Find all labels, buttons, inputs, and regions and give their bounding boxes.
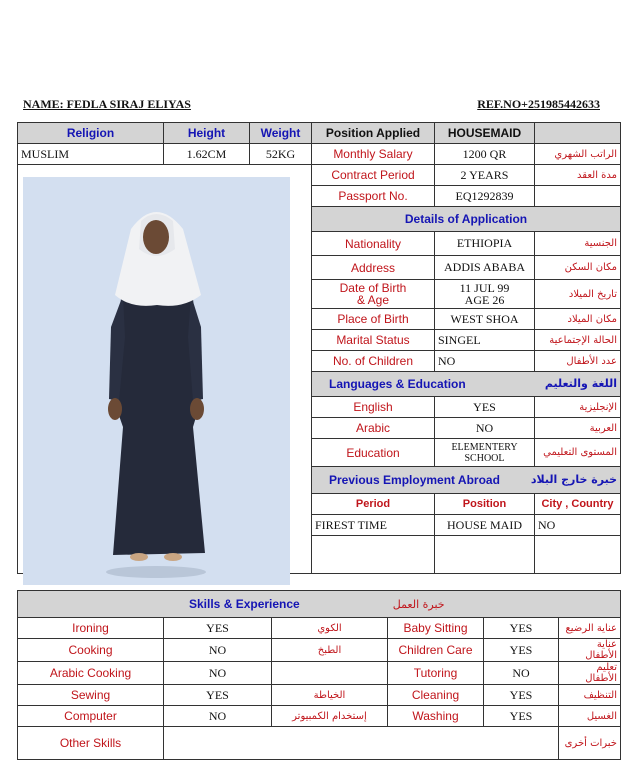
- ironing-label: Ironing: [18, 618, 164, 639]
- tutoring-value: NO: [484, 662, 559, 685]
- education-label: Education: [312, 439, 435, 467]
- arabic-cooking-arabic: [272, 662, 388, 685]
- place-of-birth-arabic: مكان الميلاد: [535, 309, 621, 330]
- contract-period-arabic: مدة العقد: [535, 165, 621, 186]
- sewing-value: YES: [164, 685, 272, 706]
- religion-label: Religion: [18, 123, 164, 144]
- address-value: ADDIS ABABA: [435, 256, 535, 280]
- candidate-name: NAME: FEDLA SIRAJ ELIYAS: [23, 97, 191, 111]
- english-value: YES: [435, 397, 535, 418]
- washing-label: Washing: [388, 706, 484, 727]
- religion-value: MUSLIM: [18, 144, 164, 165]
- date-of-birth-label: Date of Birth & Age: [312, 280, 435, 309]
- languages-title-arabic: اللغة والتعليم: [544, 376, 617, 390]
- weight-label: Weight: [250, 123, 312, 144]
- languages-header: [312, 372, 621, 397]
- other-skills-value: [164, 727, 559, 760]
- address-arabic: مكان السكن: [535, 256, 621, 280]
- skill-row: [18, 639, 621, 662]
- arabic-value: NO: [435, 418, 535, 439]
- height-label: Height: [164, 123, 250, 144]
- candidate-photo: [23, 177, 290, 585]
- passport-arabic: [535, 186, 621, 207]
- children-value: NO: [435, 351, 535, 372]
- contract-period-label: Contract Period: [312, 165, 435, 186]
- sewing-label: Sewing: [18, 685, 164, 706]
- skill-row: [18, 662, 621, 685]
- nationality-value: ETHIOPIA: [435, 232, 535, 256]
- baby-sitting-value: YES: [484, 618, 559, 639]
- ironing-value: YES: [164, 618, 272, 639]
- children-care-arabic: عناية الأطفال: [559, 639, 621, 662]
- skills-header: [18, 591, 621, 618]
- other-skills-label: Other Skills: [18, 727, 164, 760]
- computer-value: NO: [164, 706, 272, 727]
- computer-arabic: إستخدام الكمبيوتر: [272, 706, 388, 727]
- cleaning-value: YES: [484, 685, 559, 706]
- person-figure: [23, 177, 290, 585]
- nationality-arabic: الجنسية: [535, 232, 621, 256]
- passport-value: EQ1292839: [435, 186, 535, 207]
- arabic-cooking-value: NO: [164, 662, 272, 685]
- marital-status-label: Marital Status: [312, 330, 435, 351]
- position-applied-value: HOUSEMAID: [435, 123, 535, 144]
- employment-title-arabic: خبرة خارج البلاد: [530, 472, 617, 486]
- monthly-salary-arabic: الراتب الشهري: [535, 144, 621, 165]
- place-of-birth-label: Place of Birth: [312, 309, 435, 330]
- computer-label: Computer: [18, 706, 164, 727]
- monthly-salary-label: Monthly Salary: [312, 144, 435, 165]
- marital-status-value: SINGEL: [435, 330, 535, 351]
- city-col-header: City , Country: [535, 494, 621, 515]
- employment-position: HOUSE MAID: [435, 515, 535, 536]
- reference-number: REF.NO+251985442633: [477, 97, 600, 111]
- education-value: ELEMENTERY SCHOOL: [435, 439, 535, 467]
- arabic-arabic: العربية: [535, 418, 621, 439]
- contract-period-value: 2 YEARS: [435, 165, 535, 186]
- cleaning-arabic: التنظيف: [559, 685, 621, 706]
- details-title: Details of Application: [312, 207, 621, 232]
- arabic-label: Arabic: [312, 418, 435, 439]
- skill-row: [18, 685, 621, 706]
- nationality-label: Nationality: [312, 232, 435, 256]
- cooking-label: Cooking: [18, 639, 164, 662]
- position-col-header: Position: [435, 494, 535, 515]
- marital-status-arabic: الحالة الإجتماعية: [535, 330, 621, 351]
- sewing-arabic: الخياطة: [272, 685, 388, 706]
- position-applied-label: Position Applied: [312, 123, 435, 144]
- other-skills-arabic: خبرات أخرى: [559, 727, 621, 760]
- skills-title-arabic: خبرة العمل: [392, 597, 445, 611]
- skills-title: Skills & Experience: [189, 596, 300, 611]
- weight-value: 52KG: [250, 144, 312, 165]
- monthly-salary-value: 1200 QR: [435, 144, 535, 165]
- cooking-arabic: الطبخ: [272, 639, 388, 662]
- washing-value: YES: [484, 706, 559, 727]
- languages-title: Languages & Education: [329, 376, 466, 391]
- english-label: English: [312, 397, 435, 418]
- height-value: 1.62CM: [164, 144, 250, 165]
- children-label: No. of Children: [312, 351, 435, 372]
- skill-row: [18, 618, 621, 639]
- period-col-header: Period: [312, 494, 435, 515]
- skills-table: [17, 590, 621, 760]
- education-arabic: المستوى التعليمي: [535, 439, 621, 467]
- tutoring-label: Tutoring: [388, 662, 484, 685]
- english-arabic: الإنجليزية: [535, 397, 621, 418]
- children-care-value: YES: [484, 639, 559, 662]
- ironing-arabic: الكوي: [272, 618, 388, 639]
- baby-sitting-arabic: عناية الرضيع: [559, 618, 621, 639]
- employment-header: [312, 467, 621, 494]
- baby-sitting-label: Baby Sitting: [388, 618, 484, 639]
- washing-arabic: الغسيل: [559, 706, 621, 727]
- cleaning-label: Cleaning: [388, 685, 484, 706]
- employment-city: NO: [535, 515, 621, 536]
- employment-period: FIREST TIME: [312, 515, 435, 536]
- employment-title: Previous Employment Abroad: [329, 472, 500, 487]
- date-of-birth-arabic: تاريخ الميلاد: [535, 280, 621, 309]
- tutoring-arabic: تعليم الأطفال: [559, 662, 621, 685]
- address-label: Address: [312, 256, 435, 280]
- date-of-birth-value: 11 JUL 99 AGE 26: [435, 280, 535, 309]
- place-of-birth-value: WEST SHOA: [435, 309, 535, 330]
- arabic-cooking-label: Arabic Cooking: [18, 662, 164, 685]
- skill-row: [18, 706, 621, 727]
- passport-label: Passport No.: [312, 186, 435, 207]
- children-care-label: Children Care: [388, 639, 484, 662]
- cooking-value: NO: [164, 639, 272, 662]
- children-arabic: عدد الأطفال: [535, 351, 621, 372]
